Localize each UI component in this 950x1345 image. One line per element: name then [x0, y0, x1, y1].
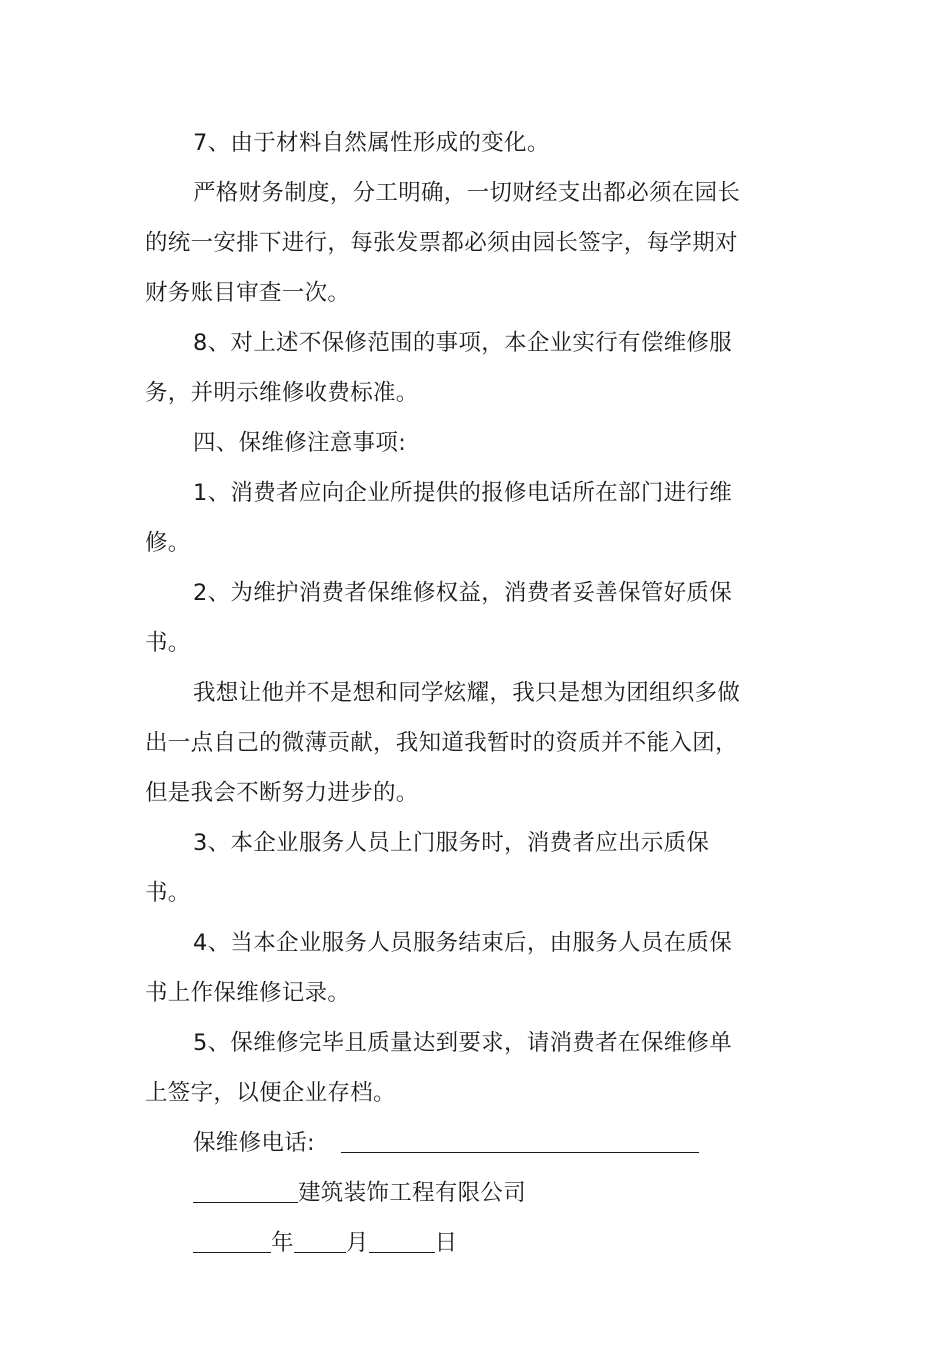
day-blank [369, 1218, 435, 1253]
company-line [145, 1168, 750, 1218]
document-body [145, 118, 750, 1268]
date-line [145, 1218, 750, 1268]
section-heading-notes: 四、保维修注意事项: [193, 430, 407, 456]
paragraph-note-1: 1、消费者应向企业所提供的报修电话所在部门进行维修。 [145, 480, 733, 556]
paragraph-note-2: 2、为维护消费者保维修权益，消费者妥善保管好质保书。 [145, 580, 733, 656]
phone-line [145, 1118, 750, 1168]
paragraph-item-8: 8、对上述不保修范围的事项，本企业实行有偿维修服务，并明示维修收费标准。 [145, 330, 733, 406]
year-label: 年 [271, 1230, 294, 1256]
paragraph-note-4: 4、当本企业服务人员服务结束后，由服务人员在质保书上作保维修记录。 [145, 930, 733, 1006]
month-label: 月 [345, 1230, 369, 1256]
month-blank [294, 1218, 346, 1253]
paragraph-finance-rules: 严格财务制度，分工明确，一切财经支出都必须在园长的统一安排下进行，每张发票都必须由园长签字，每学期对财务账目审查一次。 [145, 180, 741, 306]
paragraph-item-7: 7、由于材料自然属性形成的变化。 [193, 130, 550, 156]
day-label: 日 [434, 1230, 458, 1256]
paragraph-note-5: 5、保维修完毕且质量达到要求，请消费者在保维修单上签字，以便企业存档。 [145, 1030, 733, 1106]
company-name-blank [193, 1168, 298, 1203]
phone-label: 保维修电话: [193, 1130, 315, 1156]
year-blank [193, 1218, 271, 1253]
paragraph-note-3: 3、本企业服务人员上门服务时，消费者应出示质保书。 [145, 830, 710, 906]
company-suffix: 建筑装饰工程有限公司 [298, 1180, 527, 1206]
paragraph-league-text: 我想让他并不是想和同学炫耀，我只是想为团组织多做出一点自己的微薄贡献，我知道我暂时的资质并不能入团，但是我会不断努力进步的。 [145, 680, 741, 806]
phone-blank [341, 1118, 699, 1153]
